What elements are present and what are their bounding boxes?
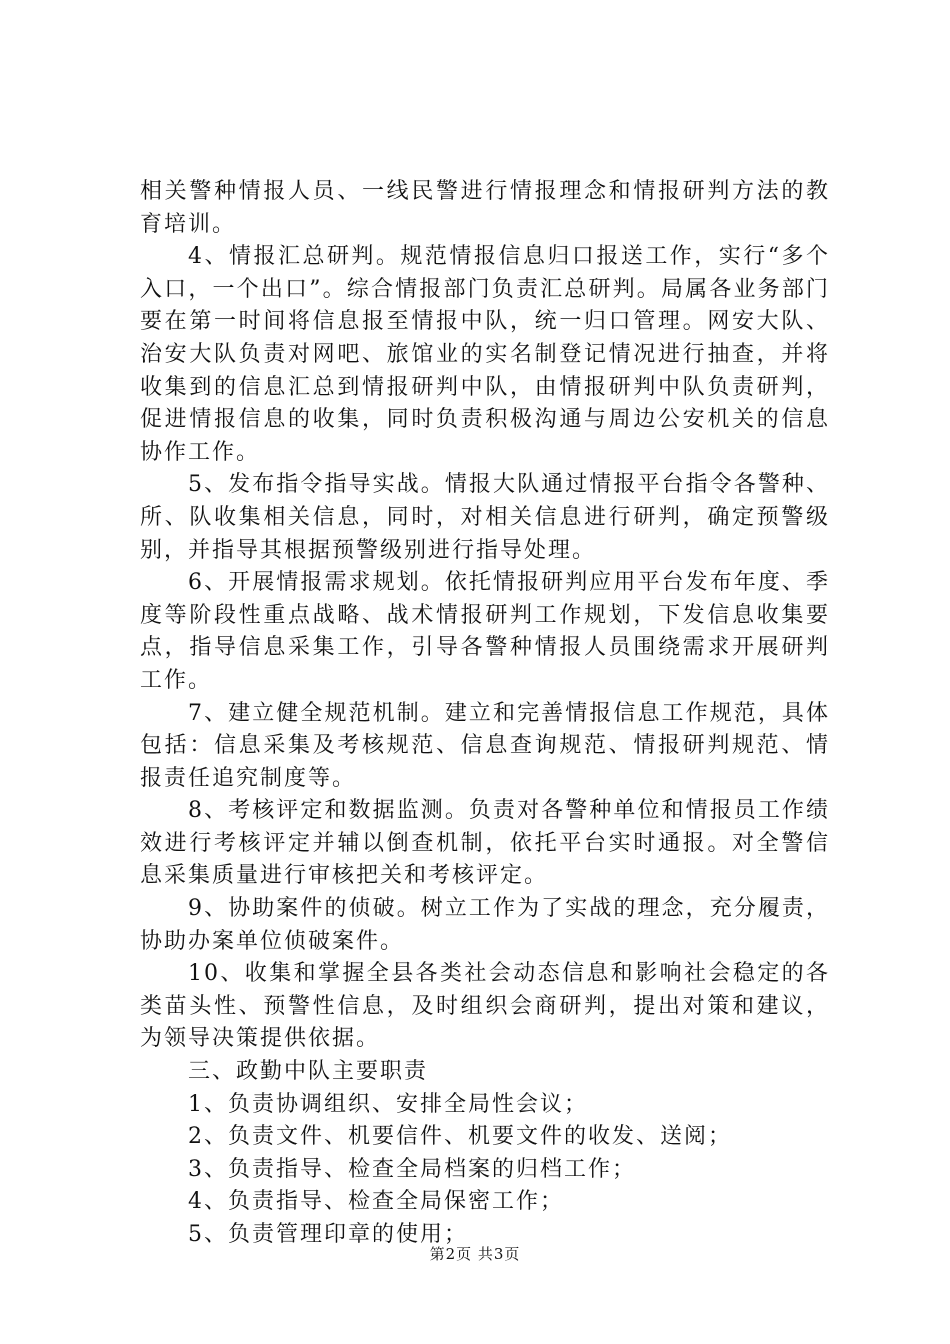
paragraph: 8、考核评定和数据监测。负责对各警种单位和情报员工作绩效进行考核评定并辅以倒查机制，依托平台实时通报。对全警信息采集质量进行审核把关和考核评定。 bbox=[140, 798, 830, 889]
list-item: 4、负责指导、检查全局保密工作； bbox=[188, 1189, 564, 1215]
paragraph: 7、建立健全规范机制。建立和完善情报信息工作规范，具体包括：信息采集及考核规范、信息查询规范、情报研判规范、情报责任追究制度等。 bbox=[140, 700, 830, 791]
section-heading: 三、政勤中队主要职责 bbox=[188, 1059, 429, 1085]
list-item: 2、负责文件、机要信件、机要文件的收发、送阅； bbox=[188, 1124, 732, 1150]
paragraph: 10、收集和掌握全县各类社会动态信息和影响社会稳定的各类苗头性、预警性信息，及时组织会商研判，提出对策和建议，为领导决策提供依据。 bbox=[140, 961, 830, 1052]
paragraph: 4、情报汇总研判。规范情报信息归口报送工作，实行“多个入口，一个出口”。综合情报部门负责汇总研判。局属各业务部门要在第一时间将信息报至情报中队，统一归口管理。网安大队、治安大队负责对网吧、旅馆业的实名制登记情况进行抽查，并将收集到的信息汇总到情报研判中队，由情报研判中队负责研判，促进情报信息的收集，同时负责积极沟通与周边公安机关的信息协作工作。 bbox=[140, 244, 830, 465]
paragraph: 5、发布指令指导实战。情报大队通过情报平台指令各警种、所、队收集相关信息，同时，对相关信息进行研判，确定预警级别，并指导其根据预警级别进行指导处理。 bbox=[140, 472, 830, 563]
paragraph: 相关警种情报人员、一线民警进行情报理念和情报研判方法的教育培训。 bbox=[140, 179, 830, 237]
page-number-footer: 第2页 共3页 bbox=[429, 1245, 521, 1263]
list-item: 5、负责管理印章的使用； bbox=[188, 1222, 468, 1247]
paragraph: 9、协助案件的侦破。树立工作为了实战的理念，充分履责，协助办案单位侦破案件。 bbox=[140, 896, 830, 954]
list-item: 1、负责协调组织、安排全局性会议； bbox=[188, 1091, 588, 1117]
paragraph: 6、开展情报需求规划。依托情报研判应用平台发布年度、季度等阶段性重点战略、战术情报研判工作规划，下发信息收集要点，指导信息采集工作，引导各警种情报人员围绕需求开展研判工作。 bbox=[140, 570, 830, 693]
list-item: 3、负责指导、检查全局档案的归档工作； bbox=[188, 1156, 636, 1182]
document-body bbox=[140, 176, 830, 1252]
